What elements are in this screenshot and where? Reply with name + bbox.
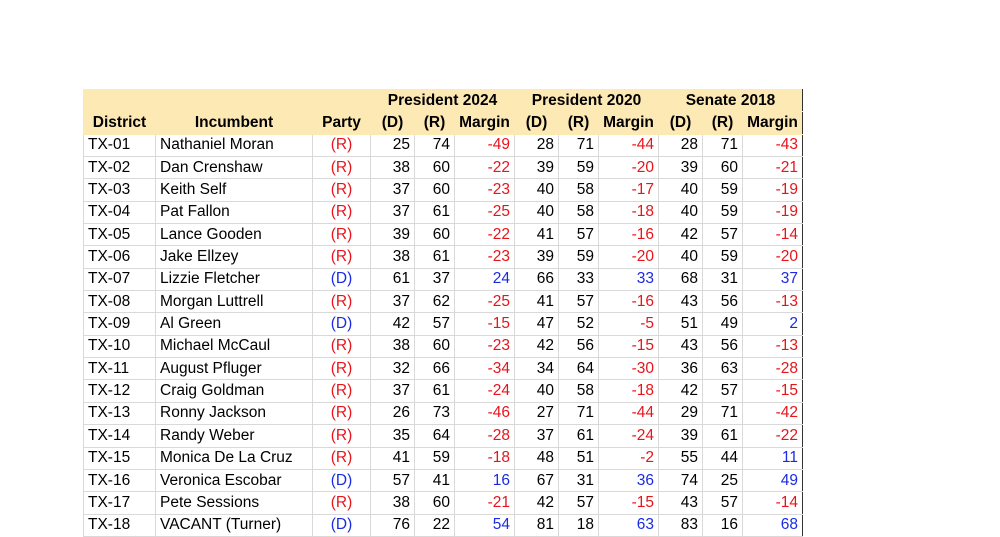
president-2020-r-cell: 57 bbox=[559, 291, 599, 313]
district-cell: TX-04 bbox=[84, 201, 156, 223]
senate-2018-r-cell: 61 bbox=[703, 425, 743, 447]
president-2020-d-cell: 42 bbox=[515, 492, 559, 514]
incumbent-cell: Lizzie Fletcher bbox=[156, 268, 313, 290]
group-header-senate-2018: Senate 2018 bbox=[659, 90, 803, 112]
incumbent-cell: Monica De La Cruz bbox=[156, 447, 313, 469]
president-2024-d-cell: 37 bbox=[371, 291, 415, 313]
party-cell: (R) bbox=[313, 157, 371, 179]
president-2024-d-cell: 37 bbox=[371, 380, 415, 402]
president-2024-margin-cell: -24 bbox=[455, 380, 515, 402]
president-2024-d-cell: 37 bbox=[371, 201, 415, 223]
senate-2018-d-cell: 42 bbox=[659, 224, 703, 246]
table-row bbox=[84, 291, 803, 313]
column-header-r: (R) bbox=[415, 112, 455, 134]
president-2024-margin-cell: -34 bbox=[455, 358, 515, 380]
table-row bbox=[84, 492, 803, 514]
party-cell: (R) bbox=[313, 201, 371, 223]
president-2020-d-cell: 39 bbox=[515, 246, 559, 268]
party-cell: (D) bbox=[313, 514, 371, 536]
senate-2018-r-cell: 71 bbox=[703, 134, 743, 156]
president-2020-margin-cell: -16 bbox=[599, 291, 659, 313]
senate-2018-d-cell: 43 bbox=[659, 335, 703, 357]
president-2024-r-cell: 60 bbox=[415, 335, 455, 357]
party-cell: (R) bbox=[313, 335, 371, 357]
incumbent-cell: Jake Ellzey bbox=[156, 246, 313, 268]
president-2024-r-cell: 60 bbox=[415, 492, 455, 514]
president-2024-d-cell: 38 bbox=[371, 335, 415, 357]
president-2020-d-cell: 41 bbox=[515, 291, 559, 313]
president-2020-r-cell: 31 bbox=[559, 469, 599, 491]
senate-2018-d-cell: 29 bbox=[659, 402, 703, 424]
party-cell: (D) bbox=[313, 313, 371, 335]
incumbent-cell: Pete Sessions bbox=[156, 492, 313, 514]
president-2020-margin-cell: -18 bbox=[599, 201, 659, 223]
president-2020-d-cell: 39 bbox=[515, 157, 559, 179]
senate-2018-d-cell: 40 bbox=[659, 201, 703, 223]
senate-2018-margin-cell: -43 bbox=[743, 134, 803, 156]
column-header-margin: Margin bbox=[743, 112, 803, 134]
district-cell: TX-01 bbox=[84, 134, 156, 156]
president-2020-r-cell: 18 bbox=[559, 514, 599, 536]
president-2024-r-cell: 60 bbox=[415, 179, 455, 201]
senate-2018-margin-cell: -42 bbox=[743, 402, 803, 424]
senate-2018-d-cell: 83 bbox=[659, 514, 703, 536]
district-cell: TX-16 bbox=[84, 469, 156, 491]
president-2020-d-cell: 47 bbox=[515, 313, 559, 335]
district-cell: TX-12 bbox=[84, 380, 156, 402]
president-2024-margin-cell: 54 bbox=[455, 514, 515, 536]
president-2024-d-cell: 42 bbox=[371, 313, 415, 335]
president-2024-r-cell: 60 bbox=[415, 157, 455, 179]
district-cell: TX-08 bbox=[84, 291, 156, 313]
senate-2018-r-cell: 31 bbox=[703, 268, 743, 290]
senate-2018-d-cell: 40 bbox=[659, 246, 703, 268]
president-2020-r-cell: 57 bbox=[559, 224, 599, 246]
president-2024-d-cell: 35 bbox=[371, 425, 415, 447]
president-2024-margin-cell: -23 bbox=[455, 246, 515, 268]
incumbent-cell: Lance Gooden bbox=[156, 224, 313, 246]
party-cell: (D) bbox=[313, 469, 371, 491]
table-row bbox=[84, 380, 803, 402]
senate-2018-d-cell: 74 bbox=[659, 469, 703, 491]
president-2020-margin-cell: -16 bbox=[599, 224, 659, 246]
president-2024-d-cell: 25 bbox=[371, 134, 415, 156]
table-row bbox=[84, 246, 803, 268]
president-2020-margin-cell: -30 bbox=[599, 358, 659, 380]
president-2020-r-cell: 58 bbox=[559, 179, 599, 201]
senate-2018-d-cell: 43 bbox=[659, 492, 703, 514]
senate-2018-d-cell: 51 bbox=[659, 313, 703, 335]
senate-2018-d-cell: 28 bbox=[659, 134, 703, 156]
district-cell: TX-06 bbox=[84, 246, 156, 268]
president-2020-margin-cell: -5 bbox=[599, 313, 659, 335]
president-2024-r-cell: 64 bbox=[415, 425, 455, 447]
incumbent-cell: Veronica Escobar bbox=[156, 469, 313, 491]
table-row bbox=[84, 425, 803, 447]
president-2020-d-cell: 41 bbox=[515, 224, 559, 246]
senate-2018-margin-cell: -15 bbox=[743, 380, 803, 402]
district-cell: TX-17 bbox=[84, 492, 156, 514]
group-header-president-2024: President 2024 bbox=[371, 90, 515, 112]
table-row bbox=[84, 268, 803, 290]
party-cell: (R) bbox=[313, 246, 371, 268]
president-2024-r-cell: 74 bbox=[415, 134, 455, 156]
table-row bbox=[84, 469, 803, 491]
senate-2018-margin-cell: -21 bbox=[743, 157, 803, 179]
table-row bbox=[84, 335, 803, 357]
president-2024-r-cell: 66 bbox=[415, 358, 455, 380]
district-cell: TX-10 bbox=[84, 335, 156, 357]
senate-2018-margin-cell: 49 bbox=[743, 469, 803, 491]
president-2020-r-cell: 58 bbox=[559, 380, 599, 402]
senate-2018-r-cell: 56 bbox=[703, 291, 743, 313]
senate-2018-margin-cell: -19 bbox=[743, 179, 803, 201]
president-2020-r-cell: 52 bbox=[559, 313, 599, 335]
senate-2018-d-cell: 36 bbox=[659, 358, 703, 380]
president-2020-d-cell: 40 bbox=[515, 179, 559, 201]
president-2020-d-cell: 48 bbox=[515, 447, 559, 469]
group-header-president-2020: President 2020 bbox=[515, 90, 659, 112]
party-cell: (R) bbox=[313, 224, 371, 246]
senate-2018-d-cell: 55 bbox=[659, 447, 703, 469]
senate-2018-margin-cell: 68 bbox=[743, 514, 803, 536]
president-2024-r-cell: 59 bbox=[415, 447, 455, 469]
incumbent-cell: Ronny Jackson bbox=[156, 402, 313, 424]
district-cell: TX-13 bbox=[84, 402, 156, 424]
incumbent-cell: Dan Crenshaw bbox=[156, 157, 313, 179]
party-cell: (R) bbox=[313, 134, 371, 156]
president-2024-d-cell: 41 bbox=[371, 447, 415, 469]
senate-2018-margin-cell: -22 bbox=[743, 425, 803, 447]
incumbent-cell: Michael McCaul bbox=[156, 335, 313, 357]
column-header-party: Party bbox=[313, 112, 371, 134]
senate-2018-r-cell: 59 bbox=[703, 246, 743, 268]
district-cell: TX-07 bbox=[84, 268, 156, 290]
president-2020-margin-cell: -17 bbox=[599, 179, 659, 201]
president-2020-d-cell: 37 bbox=[515, 425, 559, 447]
senate-2018-r-cell: 60 bbox=[703, 157, 743, 179]
incumbent-cell: Craig Goldman bbox=[156, 380, 313, 402]
president-2020-d-cell: 40 bbox=[515, 201, 559, 223]
president-2024-r-cell: 41 bbox=[415, 469, 455, 491]
president-2024-r-cell: 61 bbox=[415, 380, 455, 402]
party-cell: (R) bbox=[313, 492, 371, 514]
president-2020-margin-cell: -20 bbox=[599, 157, 659, 179]
party-cell: (R) bbox=[313, 380, 371, 402]
president-2024-d-cell: 57 bbox=[371, 469, 415, 491]
senate-2018-margin-cell: -19 bbox=[743, 201, 803, 223]
senate-2018-r-cell: 44 bbox=[703, 447, 743, 469]
senate-2018-r-cell: 59 bbox=[703, 201, 743, 223]
incumbent-cell: Al Green bbox=[156, 313, 313, 335]
president-2020-margin-cell: -2 bbox=[599, 447, 659, 469]
senate-2018-margin-cell: 11 bbox=[743, 447, 803, 469]
president-2024-r-cell: 22 bbox=[415, 514, 455, 536]
header-spacer bbox=[84, 90, 371, 112]
senate-2018-r-cell: 59 bbox=[703, 179, 743, 201]
incumbent-cell: August Pfluger bbox=[156, 358, 313, 380]
incumbent-cell: Randy Weber bbox=[156, 425, 313, 447]
district-cell: TX-09 bbox=[84, 313, 156, 335]
president-2024-margin-cell: -23 bbox=[455, 335, 515, 357]
column-header-d: (D) bbox=[515, 112, 559, 134]
senate-2018-d-cell: 42 bbox=[659, 380, 703, 402]
senate-2018-d-cell: 68 bbox=[659, 268, 703, 290]
senate-2018-d-cell: 40 bbox=[659, 179, 703, 201]
president-2020-r-cell: 56 bbox=[559, 335, 599, 357]
president-2024-r-cell: 60 bbox=[415, 224, 455, 246]
column-header-incumbent: Incumbent bbox=[156, 112, 313, 134]
president-2024-margin-cell: -23 bbox=[455, 179, 515, 201]
senate-2018-d-cell: 43 bbox=[659, 291, 703, 313]
president-2024-margin-cell: -21 bbox=[455, 492, 515, 514]
senate-2018-r-cell: 25 bbox=[703, 469, 743, 491]
president-2020-margin-cell: -15 bbox=[599, 335, 659, 357]
president-2024-d-cell: 39 bbox=[371, 224, 415, 246]
president-2020-d-cell: 27 bbox=[515, 402, 559, 424]
senate-2018-r-cell: 49 bbox=[703, 313, 743, 335]
party-cell: (R) bbox=[313, 358, 371, 380]
senate-2018-d-cell: 39 bbox=[659, 425, 703, 447]
president-2020-d-cell: 34 bbox=[515, 358, 559, 380]
senate-2018-r-cell: 16 bbox=[703, 514, 743, 536]
president-2024-margin-cell: -22 bbox=[455, 157, 515, 179]
district-cell: TX-14 bbox=[84, 425, 156, 447]
district-cell: TX-03 bbox=[84, 179, 156, 201]
senate-2018-r-cell: 57 bbox=[703, 224, 743, 246]
president-2024-d-cell: 26 bbox=[371, 402, 415, 424]
senate-2018-r-cell: 71 bbox=[703, 402, 743, 424]
party-cell: (R) bbox=[313, 291, 371, 313]
senate-2018-margin-cell: -13 bbox=[743, 335, 803, 357]
president-2020-margin-cell: -18 bbox=[599, 380, 659, 402]
president-2020-r-cell: 61 bbox=[559, 425, 599, 447]
district-cell: TX-11 bbox=[84, 358, 156, 380]
president-2024-margin-cell: -49 bbox=[455, 134, 515, 156]
president-2020-margin-cell: -24 bbox=[599, 425, 659, 447]
president-2020-d-cell: 66 bbox=[515, 268, 559, 290]
senate-2018-r-cell: 63 bbox=[703, 358, 743, 380]
column-header-row bbox=[84, 112, 803, 134]
district-cell: TX-05 bbox=[84, 224, 156, 246]
president-2020-d-cell: 67 bbox=[515, 469, 559, 491]
president-2024-margin-cell: 24 bbox=[455, 268, 515, 290]
column-header-r: (R) bbox=[703, 112, 743, 134]
column-header-margin: Margin bbox=[455, 112, 515, 134]
president-2020-r-cell: 57 bbox=[559, 492, 599, 514]
party-cell: (D) bbox=[313, 268, 371, 290]
table-row bbox=[84, 224, 803, 246]
president-2020-r-cell: 71 bbox=[559, 402, 599, 424]
table-row bbox=[84, 179, 803, 201]
president-2024-r-cell: 73 bbox=[415, 402, 455, 424]
senate-2018-d-cell: 39 bbox=[659, 157, 703, 179]
president-2024-r-cell: 61 bbox=[415, 246, 455, 268]
senate-2018-r-cell: 57 bbox=[703, 380, 743, 402]
president-2020-r-cell: 59 bbox=[559, 157, 599, 179]
table-row bbox=[84, 134, 803, 156]
president-2020-margin-cell: -20 bbox=[599, 246, 659, 268]
president-2020-r-cell: 64 bbox=[559, 358, 599, 380]
president-2020-margin-cell: 33 bbox=[599, 268, 659, 290]
incumbent-cell: Nathaniel Moran bbox=[156, 134, 313, 156]
president-2024-margin-cell: 16 bbox=[455, 469, 515, 491]
president-2024-d-cell: 76 bbox=[371, 514, 415, 536]
president-2020-margin-cell: 36 bbox=[599, 469, 659, 491]
president-2020-r-cell: 51 bbox=[559, 447, 599, 469]
senate-2018-r-cell: 56 bbox=[703, 335, 743, 357]
president-2024-margin-cell: -22 bbox=[455, 224, 515, 246]
president-2020-margin-cell: -44 bbox=[599, 134, 659, 156]
table-row bbox=[84, 402, 803, 424]
election-results-table bbox=[83, 89, 803, 537]
president-2024-r-cell: 37 bbox=[415, 268, 455, 290]
president-2024-margin-cell: -25 bbox=[455, 291, 515, 313]
president-2024-d-cell: 38 bbox=[371, 492, 415, 514]
column-header-d: (D) bbox=[659, 112, 703, 134]
president-2020-d-cell: 28 bbox=[515, 134, 559, 156]
table-row bbox=[84, 358, 803, 380]
president-2024-r-cell: 62 bbox=[415, 291, 455, 313]
group-header-row bbox=[84, 90, 803, 112]
president-2024-d-cell: 32 bbox=[371, 358, 415, 380]
senate-2018-margin-cell: 37 bbox=[743, 268, 803, 290]
president-2020-r-cell: 33 bbox=[559, 268, 599, 290]
incumbent-cell: Morgan Luttrell bbox=[156, 291, 313, 313]
incumbent-cell: Keith Self bbox=[156, 179, 313, 201]
party-cell: (R) bbox=[313, 425, 371, 447]
president-2020-margin-cell: 63 bbox=[599, 514, 659, 536]
column-header-d: (D) bbox=[371, 112, 415, 134]
senate-2018-margin-cell: -20 bbox=[743, 246, 803, 268]
president-2024-margin-cell: -46 bbox=[455, 402, 515, 424]
president-2024-d-cell: 37 bbox=[371, 179, 415, 201]
president-2024-r-cell: 61 bbox=[415, 201, 455, 223]
district-cell: TX-15 bbox=[84, 447, 156, 469]
party-cell: (R) bbox=[313, 179, 371, 201]
party-cell: (R) bbox=[313, 402, 371, 424]
president-2020-r-cell: 71 bbox=[559, 134, 599, 156]
senate-2018-margin-cell: -14 bbox=[743, 224, 803, 246]
president-2020-r-cell: 58 bbox=[559, 201, 599, 223]
president-2020-d-cell: 81 bbox=[515, 514, 559, 536]
president-2024-margin-cell: -18 bbox=[455, 447, 515, 469]
district-cell: TX-02 bbox=[84, 157, 156, 179]
senate-2018-margin-cell: -28 bbox=[743, 358, 803, 380]
president-2024-d-cell: 61 bbox=[371, 268, 415, 290]
district-cell: TX-18 bbox=[84, 514, 156, 536]
president-2020-margin-cell: -44 bbox=[599, 402, 659, 424]
president-2024-margin-cell: -15 bbox=[455, 313, 515, 335]
senate-2018-margin-cell: -14 bbox=[743, 492, 803, 514]
table-row bbox=[84, 514, 803, 536]
incumbent-cell: Pat Fallon bbox=[156, 201, 313, 223]
president-2024-d-cell: 38 bbox=[371, 246, 415, 268]
president-2024-r-cell: 57 bbox=[415, 313, 455, 335]
president-2020-d-cell: 40 bbox=[515, 380, 559, 402]
senate-2018-r-cell: 57 bbox=[703, 492, 743, 514]
senate-2018-margin-cell: 2 bbox=[743, 313, 803, 335]
party-cell: (R) bbox=[313, 447, 371, 469]
column-header-district: District bbox=[84, 112, 156, 134]
column-header-r: (R) bbox=[559, 112, 599, 134]
president-2020-d-cell: 42 bbox=[515, 335, 559, 357]
table-row bbox=[84, 201, 803, 223]
president-2020-r-cell: 59 bbox=[559, 246, 599, 268]
table-row bbox=[84, 447, 803, 469]
president-2024-margin-cell: -28 bbox=[455, 425, 515, 447]
president-2024-d-cell: 38 bbox=[371, 157, 415, 179]
president-2024-margin-cell: -25 bbox=[455, 201, 515, 223]
table-row bbox=[84, 313, 803, 335]
table-row bbox=[84, 157, 803, 179]
senate-2018-margin-cell: -13 bbox=[743, 291, 803, 313]
incumbent-cell: VACANT (Turner) bbox=[156, 514, 313, 536]
column-header-margin: Margin bbox=[599, 112, 659, 134]
president-2020-margin-cell: -15 bbox=[599, 492, 659, 514]
